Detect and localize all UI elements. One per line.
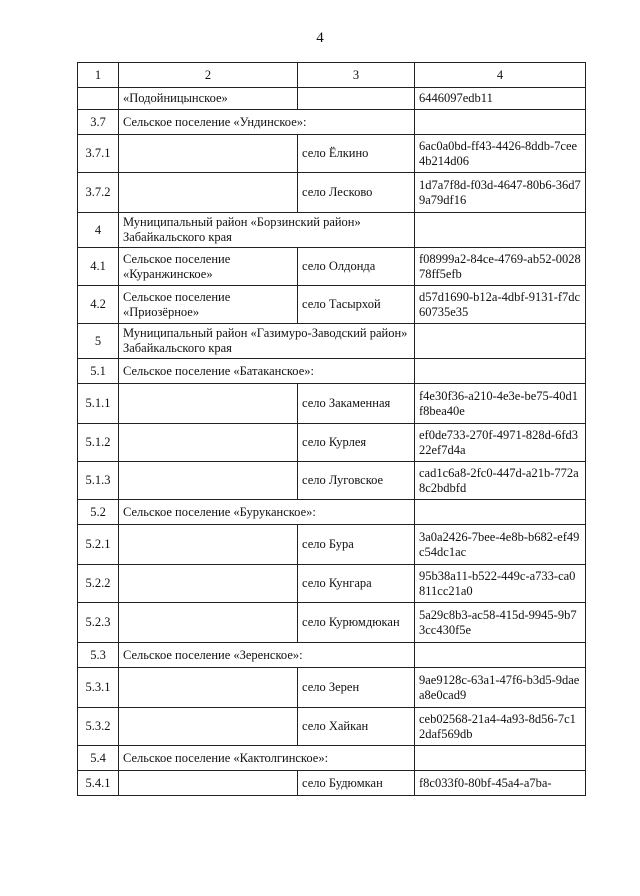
empty-cell bbox=[415, 500, 586, 525]
row-number: 5.1.3 bbox=[78, 462, 119, 500]
locality-name: село Тасырхой bbox=[298, 286, 415, 324]
table-row bbox=[78, 135, 586, 173]
row-number: 3.7 bbox=[78, 110, 119, 135]
settlement-name bbox=[119, 668, 298, 708]
locality-name: село Луговское bbox=[298, 462, 415, 500]
row-number: 5.3.1 bbox=[78, 668, 119, 708]
section-row bbox=[78, 359, 586, 384]
section-title: Сельское поселение «Буруканское»: bbox=[119, 500, 415, 525]
fias-code: f08999a2-84ce-4769-ab52-002878ff5efb bbox=[415, 248, 586, 286]
page-number: 4 bbox=[316, 30, 324, 46]
header-cell-1: 1 bbox=[78, 63, 119, 88]
locality-name: село Курюмдюкан bbox=[298, 603, 415, 643]
row-number: 5.1 bbox=[78, 359, 119, 384]
locality-name: село Будюмкан bbox=[298, 771, 415, 796]
table-row bbox=[78, 286, 586, 324]
locality-name: село Закаменная bbox=[298, 384, 415, 424]
table-row bbox=[78, 771, 586, 796]
empty-cell bbox=[415, 643, 586, 668]
table-row bbox=[78, 424, 586, 462]
empty-cell bbox=[415, 359, 586, 384]
section-row bbox=[78, 110, 586, 135]
table-row bbox=[78, 708, 586, 746]
fias-code: 6446097edb11 bbox=[415, 88, 586, 110]
locality-name bbox=[298, 88, 415, 110]
fias-code: 9ae9128c-63a1-47f6-b3d5-9daea8e0cad9 bbox=[415, 668, 586, 708]
empty-cell bbox=[415, 746, 586, 771]
section-title: Сельское поселение «Батаканское»: bbox=[119, 359, 415, 384]
row-number: 5.1.2 bbox=[78, 424, 119, 462]
settlement-name: Сельское поселение «Куранжинское» bbox=[119, 248, 298, 286]
section-title: Муниципальный район «Газимуро-Заводский район» Забайкальского края bbox=[119, 324, 415, 359]
row-number: 5.2.1 bbox=[78, 525, 119, 565]
settlements-table bbox=[77, 62, 586, 796]
fias-code: ef0de733-270f-4971-828d-6fd322ef7d4a bbox=[415, 424, 586, 462]
section-row bbox=[78, 746, 586, 771]
table-row bbox=[78, 384, 586, 424]
settlement-name bbox=[119, 173, 298, 213]
locality-name: село Кунгара bbox=[298, 565, 415, 603]
section-row bbox=[78, 324, 586, 359]
section-row bbox=[78, 213, 586, 248]
fias-code: 6ac0a0bd-ff43-4426-8ddb-7cee4b214d06 bbox=[415, 135, 586, 173]
section-title: Сельское поселение «Кактолгинское»: bbox=[119, 746, 415, 771]
row-number: 5.4.1 bbox=[78, 771, 119, 796]
settlement-name bbox=[119, 525, 298, 565]
row-number: 5.2 bbox=[78, 500, 119, 525]
section-title: Сельское поселение «Зеренское»: bbox=[119, 643, 415, 668]
fias-code: cad1c6a8-2fc0-447d-a21b-772a8c2bdbfd bbox=[415, 462, 586, 500]
settlement-name bbox=[119, 771, 298, 796]
section-row bbox=[78, 500, 586, 525]
settlement-name bbox=[119, 708, 298, 746]
table-row bbox=[78, 173, 586, 213]
fias-code: 3a0a2426-7bee-4e8b-b682-ef49c54dc1ac bbox=[415, 525, 586, 565]
row-number: 5.2.2 bbox=[78, 565, 119, 603]
row-number bbox=[78, 88, 119, 110]
settlement-name bbox=[119, 135, 298, 173]
locality-name: село Курлея bbox=[298, 424, 415, 462]
table-row bbox=[78, 603, 586, 643]
header-cell-4: 4 bbox=[415, 63, 586, 88]
settlement-name: Сельское поселение «Приозёрное» bbox=[119, 286, 298, 324]
table-row bbox=[78, 88, 586, 110]
row-number: 4.1 bbox=[78, 248, 119, 286]
fias-code: 95b38a11-b522-449c-a733-ca0811cc21a0 bbox=[415, 565, 586, 603]
settlement-name bbox=[119, 565, 298, 603]
header-cell-3: 3 bbox=[298, 63, 415, 88]
table-header-row bbox=[78, 63, 586, 88]
fias-code: 5a29c8b3-ac58-415d-9945-9b73cc430f5e bbox=[415, 603, 586, 643]
fias-code: ceb02568-21a4-4a93-8d56-7c12daf569db bbox=[415, 708, 586, 746]
fias-code: d57d1690-b12a-4dbf-9131-f7dc60735e35 bbox=[415, 286, 586, 324]
table-row bbox=[78, 668, 586, 708]
settlement-name bbox=[119, 424, 298, 462]
row-number: 3.7.1 bbox=[78, 135, 119, 173]
table-row bbox=[78, 525, 586, 565]
settlement-name bbox=[119, 384, 298, 424]
settlement-name: «Подойницынское» bbox=[119, 88, 298, 110]
locality-name: село Олдонда bbox=[298, 248, 415, 286]
fias-code: f8c033f0-80bf-45a4-a7ba- bbox=[415, 771, 586, 796]
row-number: 4 bbox=[78, 213, 119, 248]
section-row bbox=[78, 643, 586, 668]
fias-code: 1d7a7f8d-f03d-4647-80b6-36d79a79df16 bbox=[415, 173, 586, 213]
table-body bbox=[78, 63, 586, 796]
empty-cell bbox=[415, 324, 586, 359]
row-number: 5.3 bbox=[78, 643, 119, 668]
section-title: Сельское поселение «Ундинское»: bbox=[119, 110, 415, 135]
locality-name: село Хайкан bbox=[298, 708, 415, 746]
fias-code: f4e30f36-a210-4e3e-be75-40d1f8bea40e bbox=[415, 384, 586, 424]
row-number: 5 bbox=[78, 324, 119, 359]
row-number: 4.2 bbox=[78, 286, 119, 324]
locality-name: село Бура bbox=[298, 525, 415, 565]
row-number: 5.4 bbox=[78, 746, 119, 771]
row-number: 5.1.1 bbox=[78, 384, 119, 424]
section-title: Муниципальный район «Борзинский район» Забайкальского края bbox=[119, 213, 415, 248]
table-row bbox=[78, 565, 586, 603]
header-cell-2: 2 bbox=[119, 63, 298, 88]
row-number: 3.7.2 bbox=[78, 173, 119, 213]
locality-name: село Ёлкино bbox=[298, 135, 415, 173]
locality-name: село Лесково bbox=[298, 173, 415, 213]
settlement-name bbox=[119, 462, 298, 500]
row-number: 5.3.2 bbox=[78, 708, 119, 746]
locality-name: село Зерен bbox=[298, 668, 415, 708]
table-row bbox=[78, 462, 586, 500]
empty-cell bbox=[415, 110, 586, 135]
table-row bbox=[78, 248, 586, 286]
empty-cell bbox=[415, 213, 586, 248]
row-number: 5.2.3 bbox=[78, 603, 119, 643]
settlement-name bbox=[119, 603, 298, 643]
